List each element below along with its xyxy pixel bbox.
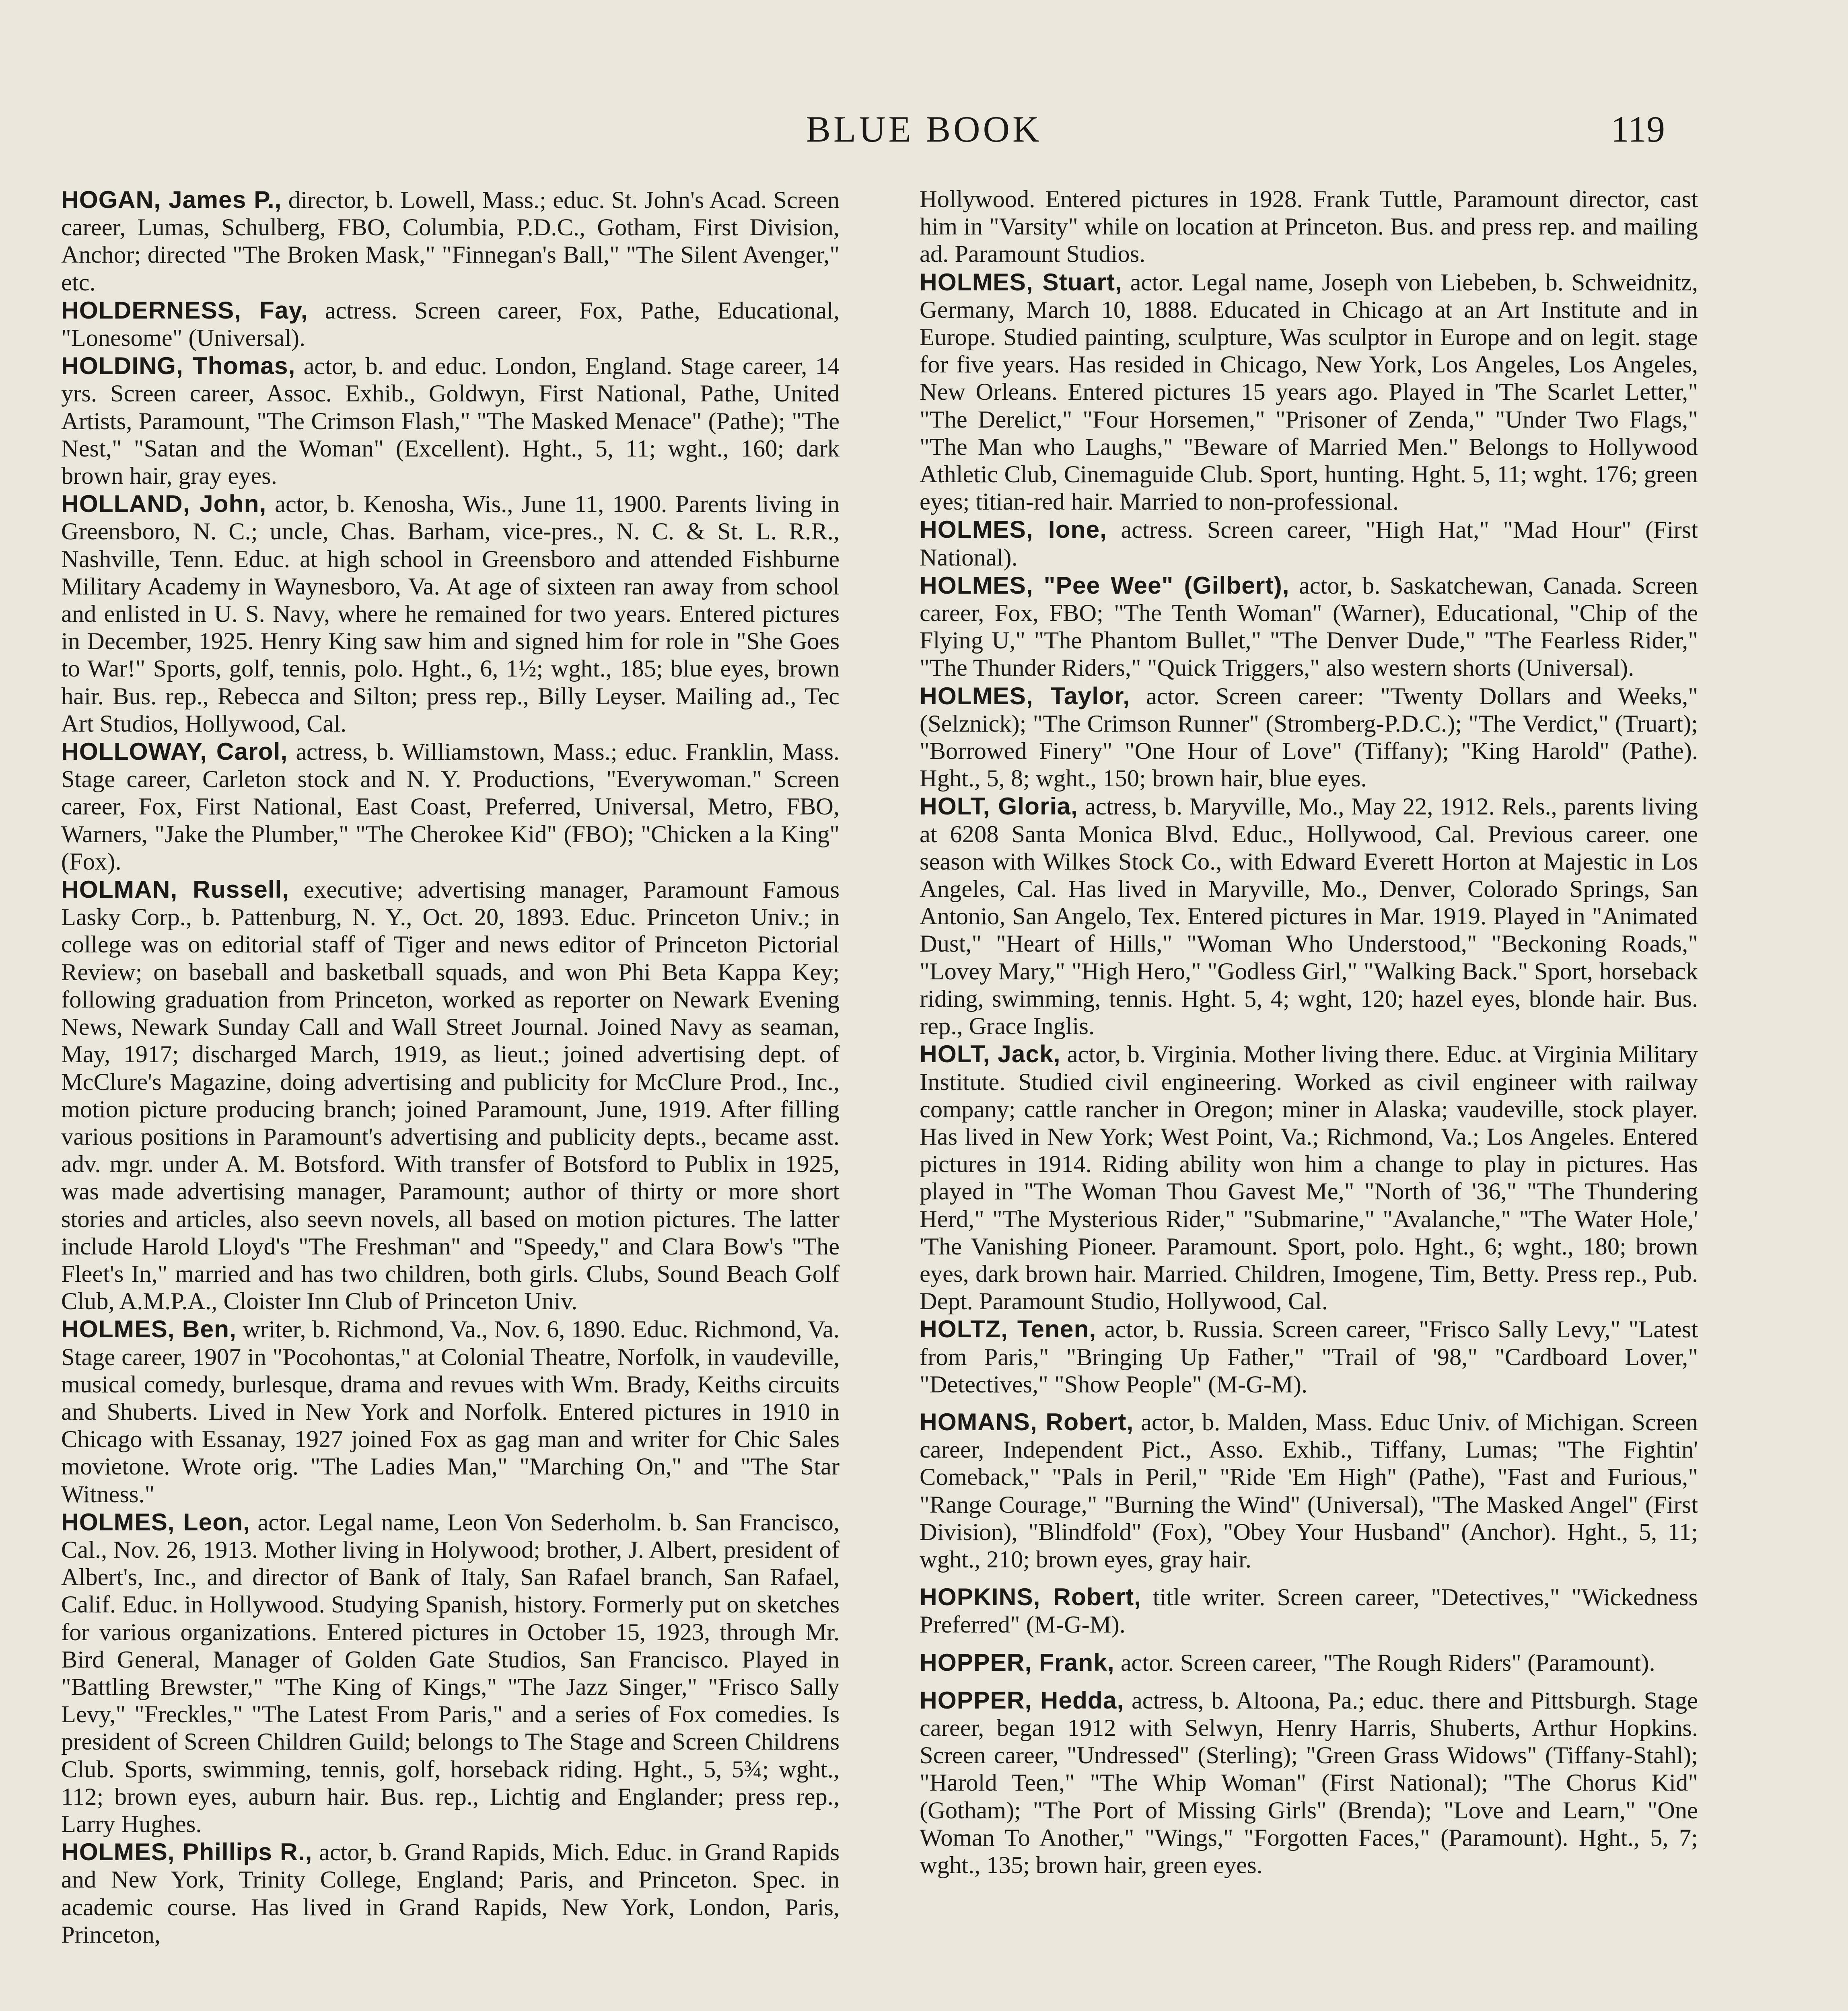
- entry-text: actor. Screen career: "Twenty Dollars and Weeks," (Selznick); "The Crimson Runner" (Stromberg-P.D.C.); "The Verdict," (Truart); "Borrowed Finery" "One Hour of Love" (Tiffany); "King Harold" (Pathe). Hght., 5, 8; wght., 150; brown hair, blue eyes.: [920, 683, 1698, 792]
- directory-entry: [920, 186, 1698, 268]
- directory-entry: [920, 572, 1698, 682]
- directory-entry: [920, 1583, 1698, 1639]
- entry-text: actor, b. Saskatchewan, Canada. Screen career, Fox, FBO; "The Tenth Woman" (Warner), Educational, "Chip of the Flying U," "The Phantom Bullet," "The Denver Dude," "The Fearless Rider," "The Thunder Riders," "Quick Triggers," also western shorts (Universal).: [920, 572, 1698, 682]
- directory-entry: [61, 490, 840, 738]
- entry-name: HOLMES, Phillips R.,: [61, 1838, 313, 1866]
- entry-name: HOLDING, Thomas,: [61, 352, 296, 380]
- directory-entry: [920, 1408, 1698, 1573]
- entry-name: HOLMES, Ben,: [61, 1315, 237, 1343]
- entry-text: writer, b. Richmond, Va., Nov. 6, 1890. Educ. Richmond, Va. Stage career, 1907 in "Pocohontas," at Colonial Theatre, Norfolk, in vaudeville, musical comedy, burlesque, drama and revues with Wm. Brady, Keiths circuits and Shuberts. Lived in New York and Norfolk. Entered pictures in 1910 in Chicago with Essanay, 1927 joined Fox as gag man and writer for Chic Sales movietone. Wrote orig. "The Ladies Man," "Marching On," and "The Star Witness.": [61, 1316, 840, 1508]
- page-header: [0, 108, 1848, 152]
- directory-entry: [61, 296, 840, 352]
- left-column: [61, 186, 840, 1949]
- entry-name: HOLMES, Stuart,: [920, 268, 1122, 296]
- entry-name: HOMANS, Robert,: [920, 1408, 1134, 1435]
- directory-entry: [920, 682, 1698, 793]
- entry-name: HOPPER, Frank,: [920, 1648, 1115, 1676]
- entry-name: HOLLOWAY, Carol,: [61, 738, 288, 765]
- entry-text: actor, b. Russia. Screen career, "Frisco Sally Levy," "Latest from Paris," "Bringing Up Father," "Trail of '98," "Cardboard Lover," "Detectives," "Show People" (M-G-M).: [920, 1316, 1698, 1398]
- entry-name: HOPPER, Hedda,: [920, 1686, 1124, 1714]
- entry-name: HOLMAN, Russell,: [61, 876, 290, 903]
- entry-name: HOLDERNESS, Fay,: [61, 296, 308, 324]
- entry-name: HOGAN, James P.,: [61, 186, 282, 213]
- entry-text: Hollywood. Entered pictures in 1928. Frank Tuttle, Paramount director, cast him in "Varsity" while on location at Princeton. Bus. and press rep. and mailing ad. Paramount Studios.: [920, 186, 1698, 268]
- entry-text: actor, b. Virginia. Mother living there. Educ. at Virginia Military Institute. Studied civil engineering. Worked as civil engineer with railway company; cattle rancher in Oregon; miner in Alaska; vaudeville, stock player. Has lived in New York; West Point, Va.; Richmond, Va.; Los Angeles. Entered pictures in 1914. Riding ability won him a change to play in pictures. Has played in "The Woman Thou Gavest Me," "North of '36," "The Thundering Herd," "The Mysterious Rider," "Submarine," "Avalanche," "The Water Hole,' 'The Vanishing Pioneer. Paramount. Sport, polo. Hght., 6; wght., 180; brown eyes, dark brown hair. Married. Children, Imogene, Tim, Betty. Press rep., Pub. Dept. Paramount Studio, Hollywood, Cal.: [920, 1041, 1698, 1315]
- entry-text: actor, b. Malden, Mass. Educ Univ. of Michigan. Screen career, Independent Pict., Asso. Exhib., Tiffany, Lumas; "The Fightin' Comeback," "Pals in Peril," "Ride 'Em High" (Pathe), "Fast and Furious," "Range Courage," "Burning the Wind" (Universal), "The Masked Angel" (First Division), "Blindfold" (Fox), "Obey Your Husband" (Anchor). Hght., 5, 11; wght., 210; brown eyes, gray hair.: [920, 1409, 1698, 1573]
- entry-name: HOPKINS, Robert,: [920, 1583, 1141, 1611]
- directory-entry: [61, 738, 840, 876]
- entry-text: actress, b. Maryville, Mo., May 22, 1912. Rels., parents living at 6208 Santa Monica Blvd. Educ., Hollywood, Cal. Previous career. one season with Wilkes Stock Co., with Edward Everett Horton at Majestic in Los Angeles, Cal. Has lived in Maryville, Mo., Denver, Colorado Springs, San Antonio, San Angelo, Tex. Entered pictures in Mar. 1919. Played in "Animated Dust," "Heart of Hills," "Woman Who Understood," "Beckoning Roads," "Lovey Mary," "High Hero," "Godless Girl," "Walking Back." Sport, horseback riding, swimming, tennis. Hght. 5, 4; wght, 120; hazel eyes, blonde hair. Bus. rep., Grace Inglis.: [920, 793, 1698, 1040]
- directory-entry: [61, 1508, 840, 1838]
- entry-text: actor, b. and educ. London, England. Stage career, 14 yrs. Screen career, Assoc. Exhib., Goldwyn, First National, Pathe, United Artists, Paramount, "The Crimson Flash," "The Masked Menace" (Pathe); "The Nest," "Satan and the Woman" (Excellent). Hght., 5, 11; wght., 160; dark brown hair, gray eyes.: [61, 353, 840, 490]
- entry-name: HOLMES, Ione,: [920, 516, 1107, 543]
- right-column: [920, 186, 1698, 1879]
- running-title: BLUE BOOK: [806, 109, 1042, 150]
- directory-entry: [920, 1315, 1698, 1398]
- directory-entry: [61, 1315, 840, 1508]
- entry-name: HOLMES, "Pee Wee" (Gilbert),: [920, 571, 1290, 599]
- entry-text: actress. Screen career, "High Hat," "Mad Hour" (First National).: [920, 516, 1698, 571]
- entry-name: HOLMES, Leon,: [61, 1508, 250, 1536]
- entry-name: HOLMES, Taylor,: [920, 682, 1130, 709]
- entry-text: executive; advertising manager, Paramount Famous Lasky Corp., b. Pattenburg, N. Y., Oct. 20, 1893. Educ. Princeton Univ.; in college was on editorial staff of Tiger and news editor of Princeton Pictorial Review; on baseball and basketball squads, and won Phi Beta Kappa Key; following graduation from Princeton, worked as reporter on Newark Evening News, Newark Sunday Call and Wall Street Journal. Joined Navy as seaman, May, 1917; discharged March, 1919, as lieut.; joined advertising dept. of McClure's Magazine, doing advertising and publicity for McClure Prod., Inc., motion picture producing branch; joined Paramount, June, 1919. After filling various positions in Paramount's advertising and publicity depts., became asst. adv. mgr. under A. M. Botsford. With transfer of Botsford to Publix in 1925, was made advertising manager, Paramount; author of thirty or more short stories and articles, also seevn novels, all based on motion pictures. The latter include Harold Lloyd's "The Freshman" and "Speedy," and Clara Bow's "The Fleet's In," married and has two children, both girls. Clubs, Sound Beach Golf Club, A.M.P.A., Cloister Inn Club of Princeton Univ.: [61, 876, 840, 1315]
- directory-entry: [61, 1838, 840, 1949]
- entry-text: actor, b. Kenosha, Wis., June 11, 1900. Parents living in Greensboro, N. C.; uncle, Chas. Barham, vice-pres., N. C. & St. L. R.R., Nashville, Tenn. Educ. at high school in Greensboro and attended Fishburne Military Academy in Waynesboro, Va. At age of sixteen ran away from school and enlisted in U. S. Navy, where he remained for two years. Entered pictures in December, 1925. Henry King saw him and signed him for role in "She Goes to War!" Sports, golf, tennis, polo. Hght., 6, 1½; wght., 185; blue eyes, brown hair. Bus. rep., Rebecca and Silton; press rep., Billy Leyser. Mailing ad., Tec Art Studios, Hollywood, Cal.: [61, 491, 840, 737]
- directory-entry: [920, 1649, 1698, 1677]
- directory-entry: [61, 352, 840, 490]
- entry-text: actor, b. Grand Rapids, Mich. Educ. in Grand Rapids and New York, Trinity College, England; Paris, and Princeton. Spec. in academic course. Has lived in Grand Rapids, New York, London, Paris, Princeton,: [61, 1839, 840, 1948]
- directory-entry: [920, 1040, 1698, 1315]
- directory-entry: [920, 1686, 1698, 1879]
- entry-text: title writer. Screen career, "Detectives," "Wickedness Preferred" (M-G-M).: [920, 1584, 1698, 1639]
- entry-name: HOLT, Gloria,: [920, 792, 1078, 820]
- directory-entry: [61, 876, 840, 1315]
- directory-entry: [61, 186, 840, 296]
- directory-entry: [920, 792, 1698, 1040]
- directory-entry: [920, 268, 1698, 516]
- directory-entry: [920, 516, 1698, 571]
- entry-name: HOLTZ, Tenen,: [920, 1315, 1097, 1343]
- entry-text: actress, b. Williamstown, Mass.; educ. Franklin, Mass. Stage career, Carleton stock and N. Y. Productions, "Everywoman." Screen career, Fox, First National, East Coast, Preferred, Universal, Metro, FBO, Warners, "Jake the Plumber," "The Cherokee Kid" (FBO); "Chicken a la King" (Fox).: [61, 738, 840, 875]
- entry-name: HOLLAND, John,: [61, 490, 267, 518]
- entry-text: actor. Legal name, Leon Von Sederholm. b. San Francisco, Cal., Nov. 26, 1913. Mother living in Holywood; brother, J. Albert, president of Albert's, Inc., and director of Bank of Italy, San Rafael branch, San Rafael, Calif. Educ. in Hollywood. Studying Spanish, history. Formerly put on sketches for various organizations. Entered pictures in October 15, 1923, through Mr. Bird General, Manager of Golden Gate Studios, San Francisco. Played in "Battling Brewster," "The King of Kings," "The Jazz Singer," "Frisco Sally Levy," "Freckles," "The Latest From Paris," and a series of Fox comedies. Is president of Screen Children Guild; belongs to The Stage and Screen Childrens Club. Sports, swimming, tennis, golf, horseback riding. Hght., 5, 5¾; wght., 112; brown eyes, auburn hair. Bus. rep., Lichtig and Englander; press rep., Larry Hughes.: [61, 1509, 840, 1838]
- entry-text: actor. Screen career, "The Rough Riders" (Paramount).: [1120, 1649, 1655, 1676]
- entry-text: actress. Screen career, Fox, Pathe, Educational, "Lonesome" (Universal).: [61, 297, 840, 352]
- entry-text: actress, b. Altoona, Pa.; educ. there and Pittsburgh. Stage career, began 1912 with Selwyn, Henry Harris, Shuberts, Arthur Hopkins. Screen career, "Undressed" (Sterling); "Green Grass Widows" (Tiffany-Stahl); "Harold Teen," "The Whip Woman" (First National); "The Chorus Kid" (Gotham); "The Port of Missing Girls" (Brenda); "Love and Learn," "One Woman To Another," "Wings," "Forgotten Faces," (Paramount). Hght., 5, 7; wght., 135; brown hair, green eyes.: [920, 1687, 1698, 1879]
- entry-text: director, b. Lowell, Mass.; educ. St. John's Acad. Screen career, Lumas, Schulberg, FBO, Columbia, P.D.C., Gotham, First Division, Anchor; directed "The Broken Mask," "Finnegan's Ball," "The Silent Avenger," etc.: [61, 187, 840, 296]
- entry-name: HOLT, Jack,: [920, 1040, 1061, 1068]
- page-number: 119: [1611, 109, 1665, 150]
- entry-text: actor. Legal name, Joseph von Liebeben, b. Schweidnitz, Germany, March 10, 1888. Educated in Chicago at an Art Institute and in Europe. Studied painting, sculpture, Was sculptor in Europe and on legit. stage for five years. Has resided in Chicago, New York, Los Angeles, Los Angeles, New Orleans. Entered pictures 15 years ago. Played in 'The Scarlet Letter," "The Derelict," "Four Horsemen," "Prisoner of Zenda," "Under Two Flags," "The Man who Laughs," "Beware of Married Men." Belongs to Hollywood Athletic Club, Cinemaguide Club. Sport, hunting. Hght. 5, 11; wght. 176; green eyes; titian-red hair. Married to non-professional.: [920, 269, 1698, 516]
